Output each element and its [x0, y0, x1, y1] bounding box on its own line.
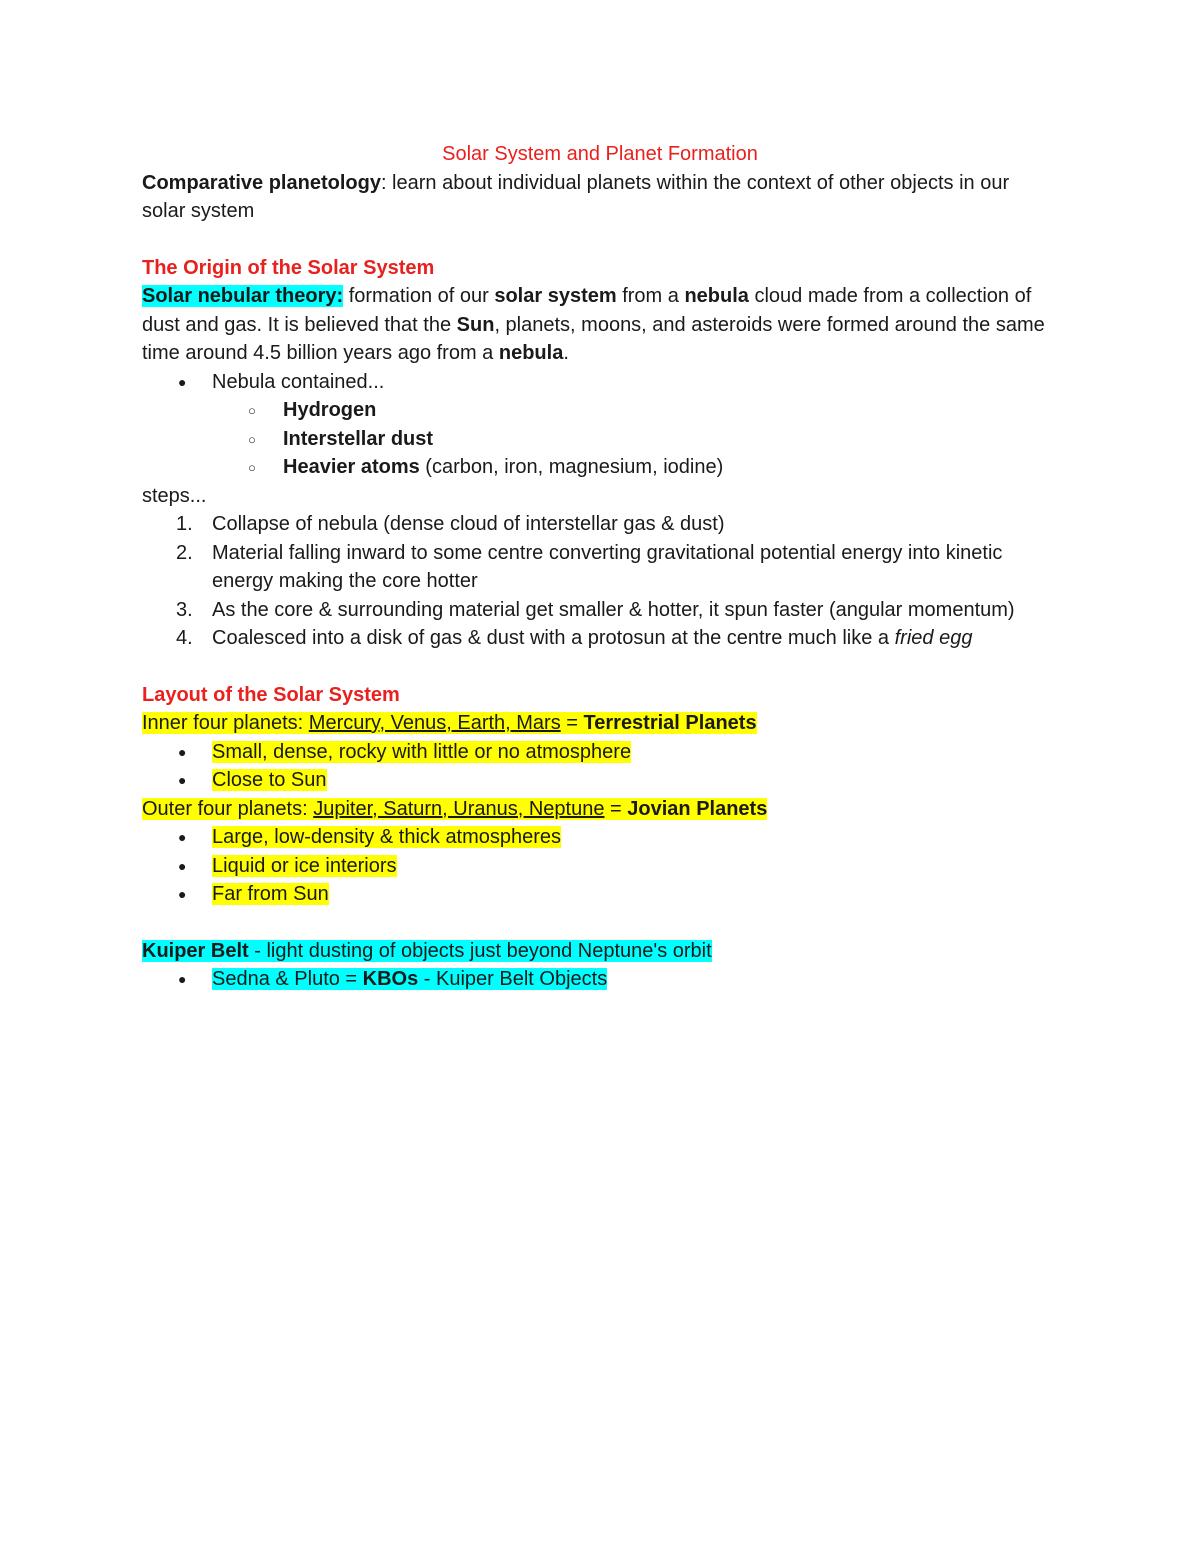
list-item: [142, 510, 1052, 539]
origin-bold-2: nebula: [684, 285, 749, 307]
bullet-icon: ●: [178, 886, 187, 902]
list-item-text: Hydrogen: [283, 399, 377, 421]
kuiper-bullets: [142, 965, 1052, 994]
list-item-text: Liquid or ice interiors: [212, 854, 397, 877]
step-italic-text: fried egg: [894, 627, 973, 649]
inner-planets-line: [142, 709, 1052, 738]
origin-bold-3: Sun: [456, 313, 495, 336]
bullet-icon: ●: [178, 857, 187, 874]
inner-equals: =: [560, 712, 584, 734]
step-number: 1.: [176, 513, 193, 535]
step-number: 3.: [176, 598, 193, 621]
outer-bullets: [142, 823, 1052, 909]
step-text: Coalesced into a disk of gas & dust with a protosun at the centre much like a: [212, 627, 895, 649]
outer-equals: =: [604, 797, 628, 820]
list-item: [142, 823, 1052, 852]
layout-heading: Layout of the Solar System: [142, 683, 400, 706]
kuiper-line: [142, 937, 1052, 966]
document-page: [142, 140, 1052, 994]
kuiper-desc: - light dusting of objects just beyond Neptune's orbit: [248, 939, 712, 962]
origin-text-5: .: [563, 342, 569, 364]
list-item: [142, 596, 1052, 625]
step-number: 2.: [176, 541, 193, 564]
list-item-text: Far from Sun: [212, 883, 329, 905]
kuiper-bullet-pre: Sedna & Pluto =: [212, 968, 363, 990]
inner-bullets: [142, 738, 1052, 795]
document-title: Solar System and Planet Formation: [442, 143, 758, 165]
intro-definition: : learn about individual planets within the context of other objects in our solar system: [142, 171, 1010, 222]
inner-type: Terrestrial Planets: [583, 712, 757, 734]
origin-paragraph: [142, 282, 1052, 368]
list-item: [142, 738, 1052, 767]
sub-bullet-icon: ○: [248, 460, 256, 475]
kuiper-bullet-bold: KBOs: [362, 968, 419, 990]
outer-prefix: Outer four planets:: [142, 797, 314, 820]
list-item: [142, 396, 1052, 425]
kuiper-term: Kuiper Belt: [142, 939, 249, 962]
step-number: 4.: [176, 627, 193, 649]
origin-text-4: , planets, moons, and asteroids were formed around the same time around 4.5 billion years ago from a: [142, 313, 1045, 364]
list-item-text: Heavier atoms: [283, 456, 420, 478]
sub-bullet-icon: ○: [248, 403, 256, 418]
intro-term: Comparative planetology: [142, 171, 381, 194]
step-text: Collapse of nebula (dense cloud of interstellar gas & dust): [212, 513, 725, 535]
theory-term: Solar nebular theory:: [142, 285, 344, 307]
origin-bold-4: nebula: [498, 342, 564, 364]
inner-planet-list: Mercury, Venus, Earth, Mars: [308, 712, 561, 734]
bullet-icon: ●: [178, 373, 187, 390]
intro-paragraph: [142, 169, 1052, 226]
list-item: [142, 880, 1052, 909]
origin-bold-1: solar system: [494, 285, 617, 307]
list-item-text: Close to Sun: [212, 769, 327, 791]
inner-prefix: Inner four planets:: [142, 712, 309, 734]
outer-type: Jovian Planets: [627, 797, 768, 820]
list-item: [142, 965, 1052, 994]
bullet-icon: ●: [178, 971, 187, 987]
origin-text-3: cloud made from a collection of dust and gas. It is believed that the: [142, 285, 1032, 336]
list-item-text: Large, low-density & thick atmospheres: [212, 826, 562, 848]
list-item: [142, 852, 1052, 881]
outer-planets-line: [142, 795, 1052, 824]
step-text: As the core & surrounding material get smaller & hotter, it spun faster (angular momentum): [212, 598, 1015, 621]
list-item: [142, 624, 1052, 653]
steps-list: [142, 510, 1052, 653]
list-item: [142, 368, 1052, 397]
nebula-list: [142, 368, 1052, 482]
outer-planet-list: Jupiter, Saturn, Uranus, Neptune: [313, 797, 605, 820]
kuiper-bullet-post: - Kuiper Belt Objects: [418, 968, 608, 990]
steps-label: steps...: [142, 484, 207, 507]
origin-heading: The Origin of the Solar System: [142, 256, 435, 279]
origin-text-1: formation of our: [343, 285, 495, 307]
bullet-icon: ●: [178, 829, 187, 845]
list-item-text: Small, dense, rocky with little or no atmosphere: [212, 740, 632, 763]
origin-text-2: from a: [616, 285, 685, 307]
bullet-icon: ●: [178, 772, 187, 788]
sub-bullet-icon: ○: [248, 431, 256, 447]
list-item: [142, 425, 1052, 454]
list-item: [142, 453, 1052, 482]
list-item-text: Nebula contained...: [212, 370, 385, 393]
list-item: [142, 539, 1052, 596]
bullet-icon: ●: [178, 743, 187, 760]
list-item-detail: (carbon, iron, magnesium, iodine): [419, 456, 724, 478]
list-item: [142, 766, 1052, 795]
list-item-text: Interstellar dust: [283, 427, 434, 450]
step-text: Material falling inward to some centre converting gravitational potential energy into kinetic energy making the core hotter: [212, 541, 1003, 592]
